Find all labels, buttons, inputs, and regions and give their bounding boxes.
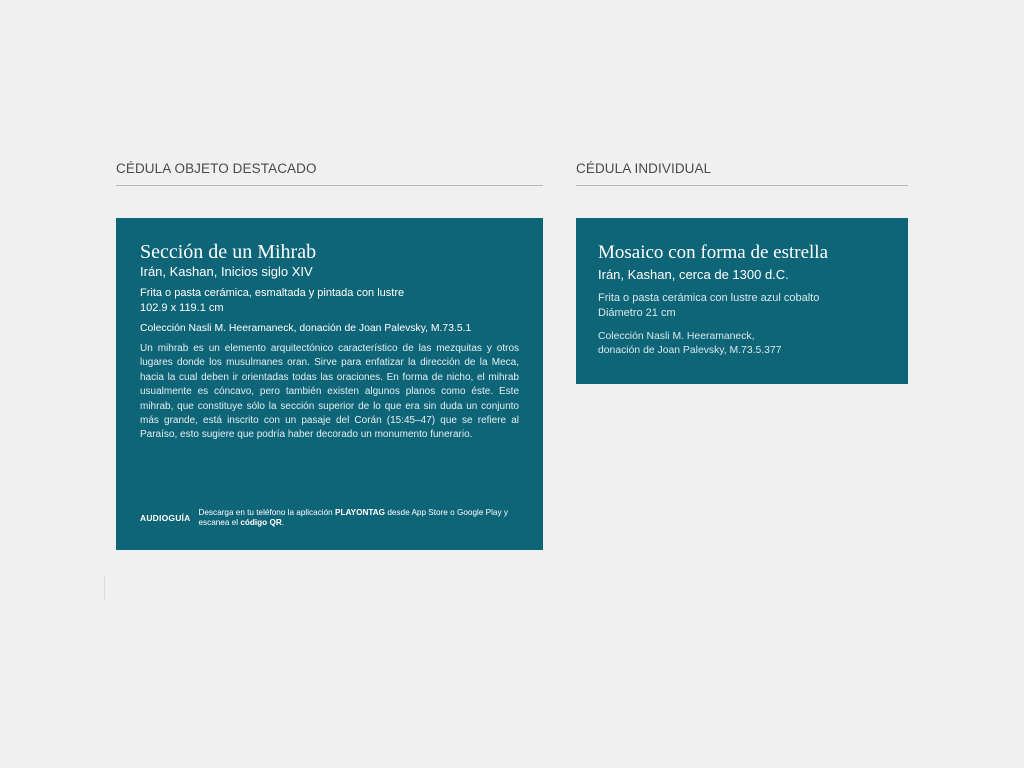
featured-material: Frita o pasta cerámica, esmaltada y pintada con lustre — [140, 287, 405, 299]
featured-section-heading: CÉDULA OBJETO DESTACADO — [116, 161, 317, 176]
featured-heading-rule — [116, 185, 543, 186]
individual-collection-line-2: donación de Joan Palevsky, M.73.5.377 — [598, 345, 782, 356]
individual-collection-line-1: Colección Nasli M. Heeramaneck, — [598, 331, 755, 342]
individual-heading-rule — [576, 185, 908, 186]
app-name: PLAYONTAG — [335, 508, 386, 517]
audio-guide-label: AUDIOGUÍA — [140, 513, 191, 523]
faint-divider-mark — [104, 576, 105, 600]
featured-collection: Colección Nasli M. Heeramaneck, donación de Joan Palevsky, M.73.5.1 — [140, 323, 472, 334]
audio-text-part-3: . — [281, 517, 285, 527]
individual-origin: Irán, Kashan, cerca de 1300 d.C. — [598, 267, 789, 282]
individual-material-block — [598, 291, 886, 321]
qr-code-reference: código QR — [240, 517, 282, 527]
audio-text-part-1: Descarga en tu teléfono la aplicación — [198, 508, 335, 517]
featured-description: Un mihrab es un elemento arquitectónico característico de las mezquitas y otros lugares donde los musulmanes oran. Sirve para enfatizar la dirección de la Meca, hacia la cual deben ir orientadas todas las oraciones. En forma de nicho, el mihrab usualmente es cóncavo, pero también existen algunos planos como éste. Este mihrab, que constituye sólo la sección superior de lo que era sin duda un conjunto más grande, está inscrito con un pasaje del Corán (15:45–47) que se refiere al Paraíso, esto sugiere que podría haber decorado un monumento funerario. — [140, 343, 519, 441]
featured-dimensions: 102.9 x 119.1 cm — [140, 302, 224, 314]
individual-section-heading: CÉDULA INDIVIDUAL — [576, 161, 712, 176]
featured-origin: Irán, Kashan, Inicios siglo XIV — [140, 264, 313, 279]
audio-guide — [140, 508, 518, 527]
audio-text-part-2: desde App Store o Google Play y escanea el — [198, 508, 508, 527]
individual-dimensions: Diámetro 21 cm — [598, 307, 676, 319]
individual-label-card — [576, 218, 908, 384]
audio-guide-text — [198, 508, 518, 527]
individual-collection-block — [598, 330, 886, 358]
individual-material: Frita o pasta cerámica con lustre azul cobalto — [598, 292, 820, 304]
featured-label-card — [116, 218, 543, 550]
featured-title: Sección de un Mihrab — [140, 241, 317, 263]
featured-material-block — [140, 286, 519, 316]
individual-title: Mosaico con forma de estrella — [598, 242, 829, 263]
